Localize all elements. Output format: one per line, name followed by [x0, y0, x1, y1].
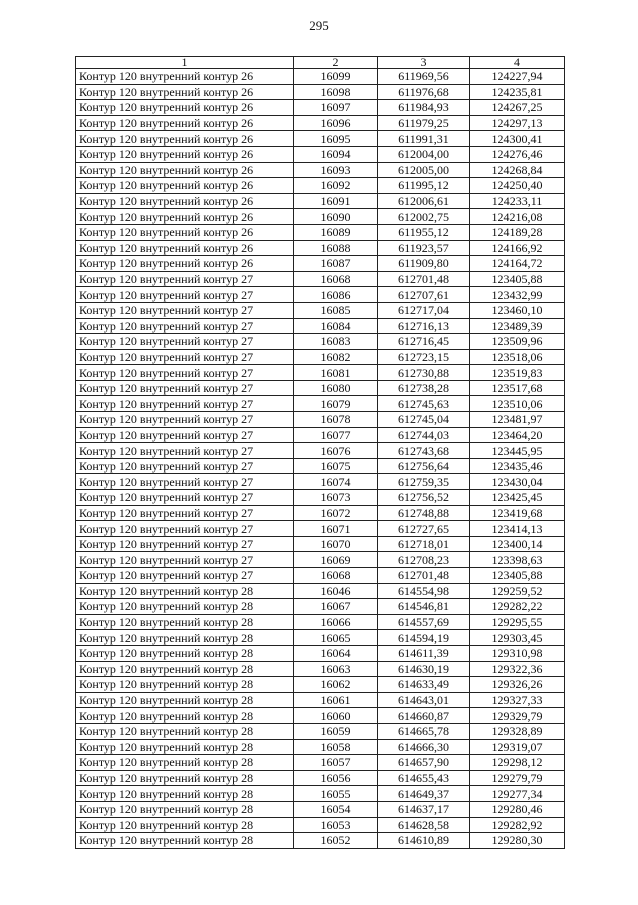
x-coordinate-cell: 614666,30: [378, 739, 470, 755]
point-number-cell: 16058: [294, 739, 378, 755]
table-row: [76, 131, 565, 147]
y-coordinate-cell: 123405,88: [470, 271, 565, 287]
point-number-cell: 16072: [294, 505, 378, 521]
x-coordinate-cell: 612708,23: [378, 552, 470, 568]
contour-name-cell: Контур 120 внутренний контур 28: [76, 614, 294, 630]
y-coordinate-cell: 123489,39: [470, 318, 565, 334]
y-coordinate-cell: 123435,46: [470, 458, 565, 474]
y-coordinate-cell: 123509,96: [470, 334, 565, 350]
y-coordinate-cell: 123519,83: [470, 365, 565, 381]
x-coordinate-cell: 612707,61: [378, 287, 470, 303]
contour-name-cell: Контур 120 внутренний контур 27: [76, 396, 294, 412]
y-coordinate-cell: 123430,04: [470, 474, 565, 490]
x-coordinate-cell: 614611,39: [378, 645, 470, 661]
y-coordinate-cell: 129310,98: [470, 645, 565, 661]
point-number-cell: 16080: [294, 380, 378, 396]
x-coordinate-cell: 612743,68: [378, 443, 470, 459]
point-number-cell: 16063: [294, 661, 378, 677]
contour-name-cell: Контур 120 внутренний контур 27: [76, 505, 294, 521]
contour-name-cell: Контур 120 внутренний контур 28: [76, 770, 294, 786]
x-coordinate-cell: 614633,49: [378, 677, 470, 693]
contour-name-cell: Контур 120 внутренний контур 28: [76, 645, 294, 661]
x-coordinate-cell: 611969,56: [378, 69, 470, 85]
point-number-cell: 16098: [294, 84, 378, 100]
table-row: [76, 770, 565, 786]
column-header-1: 1: [76, 57, 294, 69]
x-coordinate-cell: 612756,52: [378, 490, 470, 506]
x-coordinate-cell: 614643,01: [378, 692, 470, 708]
x-coordinate-cell: 612005,00: [378, 162, 470, 178]
table-row: [76, 396, 565, 412]
y-coordinate-cell: 129259,52: [470, 583, 565, 599]
table-row: [76, 162, 565, 178]
contour-name-cell: Контур 120 внутренний контур 28: [76, 661, 294, 677]
point-number-cell: 16082: [294, 349, 378, 365]
y-coordinate-cell: 123481,97: [470, 412, 565, 428]
contour-name-cell: Контур 120 внутренний контур 28: [76, 755, 294, 771]
point-number-cell: 16076: [294, 443, 378, 459]
table-row: [76, 427, 565, 443]
x-coordinate-cell: 611923,57: [378, 240, 470, 256]
contour-name-cell: Контур 120 внутренний контур 27: [76, 271, 294, 287]
y-coordinate-cell: 124276,46: [470, 146, 565, 162]
y-coordinate-cell: 123445,95: [470, 443, 565, 459]
x-coordinate-cell: 611909,80: [378, 256, 470, 272]
y-coordinate-cell: 129298,12: [470, 755, 565, 771]
table-row: [76, 661, 565, 677]
y-coordinate-cell: 124250,40: [470, 178, 565, 194]
x-coordinate-cell: 614630,19: [378, 661, 470, 677]
y-coordinate-cell: 129282,22: [470, 599, 565, 615]
y-coordinate-cell: 123464,20: [470, 427, 565, 443]
table-row: [76, 69, 565, 85]
table-row: [76, 349, 565, 365]
x-coordinate-cell: 612718,01: [378, 536, 470, 552]
point-number-cell: 16054: [294, 801, 378, 817]
x-coordinate-cell: 611979,25: [378, 115, 470, 131]
point-number-cell: 16067: [294, 599, 378, 615]
contour-name-cell: Контур 120 внутренний контур 26: [76, 162, 294, 178]
contour-name-cell: Контур 120 внутренний контур 28: [76, 599, 294, 615]
point-number-cell: 16078: [294, 412, 378, 428]
table-row: [76, 458, 565, 474]
point-number-cell: 16091: [294, 193, 378, 209]
point-number-cell: 16075: [294, 458, 378, 474]
x-coordinate-cell: 612745,63: [378, 396, 470, 412]
point-number-cell: 16065: [294, 630, 378, 646]
x-coordinate-cell: 614637,17: [378, 801, 470, 817]
point-number-cell: 16056: [294, 770, 378, 786]
x-coordinate-cell: 611955,12: [378, 224, 470, 240]
y-coordinate-cell: 124216,08: [470, 209, 565, 225]
table-row: [76, 115, 565, 131]
point-number-cell: 16074: [294, 474, 378, 490]
contour-name-cell: Контур 120 внутренний контур 27: [76, 334, 294, 350]
point-number-cell: 16066: [294, 614, 378, 630]
y-coordinate-cell: 129279,79: [470, 770, 565, 786]
table-row: [76, 271, 565, 287]
table-row: [76, 708, 565, 724]
contour-name-cell: Контур 120 внутренний контур 26: [76, 224, 294, 240]
x-coordinate-cell: 612723,15: [378, 349, 470, 365]
x-coordinate-cell: 614628,58: [378, 817, 470, 833]
point-number-cell: 16052: [294, 833, 378, 849]
table-row: [76, 817, 565, 833]
point-number-cell: 16099: [294, 69, 378, 85]
y-coordinate-cell: 129319,07: [470, 739, 565, 755]
table-row: [76, 178, 565, 194]
point-number-cell: 16079: [294, 396, 378, 412]
table-row: [76, 84, 565, 100]
point-number-cell: 16055: [294, 786, 378, 802]
x-coordinate-cell: 612744,03: [378, 427, 470, 443]
column-header-2: 2: [294, 57, 378, 69]
y-coordinate-cell: 124267,25: [470, 100, 565, 116]
x-coordinate-cell: 612738,28: [378, 380, 470, 396]
point-number-cell: 16093: [294, 162, 378, 178]
y-coordinate-cell: 124189,28: [470, 224, 565, 240]
table-row: [76, 240, 565, 256]
page-number: 295: [309, 18, 329, 33]
point-number-cell: 16081: [294, 365, 378, 381]
x-coordinate-cell: 612756,64: [378, 458, 470, 474]
contour-name-cell: Контур 120 внутренний контур 26: [76, 100, 294, 116]
table-row: [76, 739, 565, 755]
contour-name-cell: Контур 120 внутренний контур 27: [76, 521, 294, 537]
table-row: [76, 474, 565, 490]
contour-name-cell: Контур 120 внутренний контур 26: [76, 209, 294, 225]
table-row: [76, 568, 565, 584]
point-number-cell: 16073: [294, 490, 378, 506]
contour-name-cell: Контур 120 внутренний контур 26: [76, 84, 294, 100]
y-coordinate-cell: 124268,84: [470, 162, 565, 178]
contour-name-cell: Контур 120 внутренний контур 26: [76, 69, 294, 85]
table-row: [76, 302, 565, 318]
x-coordinate-cell: 612002,75: [378, 209, 470, 225]
table-row: [76, 552, 565, 568]
point-number-cell: 16097: [294, 100, 378, 116]
table-row: [76, 318, 565, 334]
contour-name-cell: Контур 120 внутренний контур 27: [76, 412, 294, 428]
contour-name-cell: Контур 120 внутренний контур 26: [76, 115, 294, 131]
table-row: [76, 692, 565, 708]
point-number-cell: 16059: [294, 723, 378, 739]
table-row: [76, 146, 565, 162]
x-coordinate-cell: 612727,65: [378, 521, 470, 537]
contour-name-cell: Контур 120 внутренний контур 27: [76, 349, 294, 365]
contour-name-cell: Контур 120 внутренний контур 26: [76, 193, 294, 209]
table-row: [76, 614, 565, 630]
point-number-cell: 16085: [294, 302, 378, 318]
point-number-cell: 16046: [294, 583, 378, 599]
y-coordinate-cell: 129329,79: [470, 708, 565, 724]
contour-name-cell: Контур 120 внутренний контур 26: [76, 131, 294, 147]
y-coordinate-cell: 123425,45: [470, 490, 565, 506]
contour-name-cell: Контур 120 внутренний контур 28: [76, 677, 294, 693]
x-coordinate-cell: 611995,12: [378, 178, 470, 194]
table-row: [76, 723, 565, 739]
point-number-cell: 16071: [294, 521, 378, 537]
table-row: [76, 583, 565, 599]
y-coordinate-cell: 129295,55: [470, 614, 565, 630]
table-row: [76, 801, 565, 817]
point-number-cell: 16061: [294, 692, 378, 708]
table-row: [76, 334, 565, 350]
x-coordinate-cell: 614655,43: [378, 770, 470, 786]
point-number-cell: 16068: [294, 568, 378, 584]
point-number-cell: 16088: [294, 240, 378, 256]
x-coordinate-cell: 612748,88: [378, 505, 470, 521]
table-row: [76, 630, 565, 646]
y-coordinate-cell: 129326,26: [470, 677, 565, 693]
table-row: [76, 224, 565, 240]
y-coordinate-cell: 124227,94: [470, 69, 565, 85]
x-coordinate-cell: 612004,00: [378, 146, 470, 162]
point-number-cell: 16053: [294, 817, 378, 833]
point-number-cell: 16069: [294, 552, 378, 568]
y-coordinate-cell: 129277,34: [470, 786, 565, 802]
point-number-cell: 16070: [294, 536, 378, 552]
point-number-cell: 16064: [294, 645, 378, 661]
y-coordinate-cell: 123419,68: [470, 505, 565, 521]
point-number-cell: 16060: [294, 708, 378, 724]
x-coordinate-cell: 612759,35: [378, 474, 470, 490]
contour-name-cell: Контур 120 внутренний контур 26: [76, 178, 294, 194]
contour-name-cell: Контур 120 внутренний контур 26: [76, 146, 294, 162]
contour-name-cell: Контур 120 внутренний контур 27: [76, 380, 294, 396]
point-number-cell: 16095: [294, 131, 378, 147]
table-row: [76, 443, 565, 459]
y-coordinate-cell: 129328,89: [470, 723, 565, 739]
y-coordinate-cell: 124233,11: [470, 193, 565, 209]
table-row: [76, 365, 565, 381]
contour-name-cell: Контур 120 внутренний контур 26: [76, 240, 294, 256]
table-row: [76, 412, 565, 428]
y-coordinate-cell: 129303,45: [470, 630, 565, 646]
contour-name-cell: Контур 120 внутренний контур 27: [76, 552, 294, 568]
contour-name-cell: Контур 120 внутренний контур 27: [76, 458, 294, 474]
contour-name-cell: Контур 120 внутренний контур 27: [76, 365, 294, 381]
contour-name-cell: Контур 120 внутренний контур 27: [76, 568, 294, 584]
contour-name-cell: Контур 120 внутренний контур 27: [76, 536, 294, 552]
y-coordinate-cell: 124235,81: [470, 84, 565, 100]
contour-name-cell: Контур 120 внутренний контур 28: [76, 583, 294, 599]
table-row: [76, 256, 565, 272]
table-row: [76, 755, 565, 771]
x-coordinate-cell: 614554,98: [378, 583, 470, 599]
y-coordinate-cell: 123518,06: [470, 349, 565, 365]
y-coordinate-cell: 123414,13: [470, 521, 565, 537]
point-number-cell: 16062: [294, 677, 378, 693]
y-coordinate-cell: 124164,72: [470, 256, 565, 272]
table-row: [76, 209, 565, 225]
x-coordinate-cell: 614649,37: [378, 786, 470, 802]
coordinates-table: [75, 56, 565, 849]
table-row: [76, 599, 565, 615]
contour-name-cell: Контур 120 внутренний контур 28: [76, 708, 294, 724]
y-coordinate-cell: 124166,92: [470, 240, 565, 256]
point-number-cell: 16096: [294, 115, 378, 131]
point-number-cell: 16089: [294, 224, 378, 240]
contour-name-cell: Контур 120 внутренний контур 27: [76, 443, 294, 459]
x-coordinate-cell: 612716,45: [378, 334, 470, 350]
y-coordinate-cell: 124300,41: [470, 131, 565, 147]
x-coordinate-cell: 612717,04: [378, 302, 470, 318]
point-number-cell: 16083: [294, 334, 378, 350]
point-number-cell: 16057: [294, 755, 378, 771]
contour-name-cell: Контур 120 внутренний контур 27: [76, 318, 294, 334]
x-coordinate-cell: 614657,90: [378, 755, 470, 771]
y-coordinate-cell: 123400,14: [470, 536, 565, 552]
y-coordinate-cell: 129327,33: [470, 692, 565, 708]
y-coordinate-cell: 123460,10: [470, 302, 565, 318]
y-coordinate-cell: 123432,99: [470, 287, 565, 303]
table-row: [76, 505, 565, 521]
table-row: [76, 677, 565, 693]
y-coordinate-cell: 129280,46: [470, 801, 565, 817]
table-row: [76, 193, 565, 209]
x-coordinate-cell: 614546,81: [378, 599, 470, 615]
contour-name-cell: Контур 120 внутренний контур 28: [76, 786, 294, 802]
y-coordinate-cell: 124297,13: [470, 115, 565, 131]
x-coordinate-cell: 612701,48: [378, 568, 470, 584]
point-number-cell: 16077: [294, 427, 378, 443]
x-coordinate-cell: 614610,89: [378, 833, 470, 849]
column-header-4: 4: [470, 57, 565, 69]
x-coordinate-cell: 612006,61: [378, 193, 470, 209]
table-row: [76, 490, 565, 506]
table-row: [76, 786, 565, 802]
x-coordinate-cell: 612716,13: [378, 318, 470, 334]
column-header-3: 3: [378, 57, 470, 69]
contour-name-cell: Контур 120 внутренний контур 28: [76, 739, 294, 755]
y-coordinate-cell: 123405,88: [470, 568, 565, 584]
contour-name-cell: Контур 120 внутренний контур 27: [76, 474, 294, 490]
table-row: [76, 536, 565, 552]
contour-name-cell: Контур 120 внутренний контур 28: [76, 833, 294, 849]
x-coordinate-cell: 612730,88: [378, 365, 470, 381]
contour-name-cell: Контур 120 внутренний контур 26: [76, 256, 294, 272]
x-coordinate-cell: 612701,48: [378, 271, 470, 287]
y-coordinate-cell: 123398,63: [470, 552, 565, 568]
x-coordinate-cell: 614557,69: [378, 614, 470, 630]
contour-name-cell: Контур 120 внутренний контур 28: [76, 723, 294, 739]
y-coordinate-cell: 129282,92: [470, 817, 565, 833]
table-row: [76, 521, 565, 537]
contour-name-cell: Контур 120 внутренний контур 27: [76, 427, 294, 443]
y-coordinate-cell: 123517,68: [470, 380, 565, 396]
table-row: [76, 100, 565, 116]
point-number-cell: 16087: [294, 256, 378, 272]
y-coordinate-cell: 129280,30: [470, 833, 565, 849]
x-coordinate-cell: 614594,19: [378, 630, 470, 646]
contour-name-cell: Контур 120 внутренний контур 28: [76, 817, 294, 833]
x-coordinate-cell: 611976,68: [378, 84, 470, 100]
point-number-cell: 16086: [294, 287, 378, 303]
table-row: [76, 287, 565, 303]
contour-name-cell: Контур 120 внутренний контур 27: [76, 490, 294, 506]
y-coordinate-cell: 129322,36: [470, 661, 565, 677]
x-coordinate-cell: 614660,87: [378, 708, 470, 724]
point-number-cell: 16092: [294, 178, 378, 194]
contour-name-cell: Контур 120 внутренний контур 27: [76, 302, 294, 318]
x-coordinate-cell: 612745,04: [378, 412, 470, 428]
table-row: [76, 833, 565, 849]
x-coordinate-cell: 611991,31: [378, 131, 470, 147]
point-number-cell: 16084: [294, 318, 378, 334]
contour-name-cell: Контур 120 внутренний контур 27: [76, 287, 294, 303]
y-coordinate-cell: 123510,06: [470, 396, 565, 412]
point-number-cell: 16094: [294, 146, 378, 162]
contour-name-cell: Контур 120 внутренний контур 28: [76, 801, 294, 817]
point-number-cell: 16068: [294, 271, 378, 287]
table-body: [76, 69, 565, 849]
table-header-row: [76, 57, 565, 69]
point-number-cell: 16090: [294, 209, 378, 225]
contour-name-cell: Контур 120 внутренний контур 28: [76, 630, 294, 646]
contour-name-cell: Контур 120 внутренний контур 28: [76, 692, 294, 708]
table-row: [76, 645, 565, 661]
x-coordinate-cell: 611984,93: [378, 100, 470, 116]
table-row: [76, 380, 565, 396]
x-coordinate-cell: 614665,78: [378, 723, 470, 739]
